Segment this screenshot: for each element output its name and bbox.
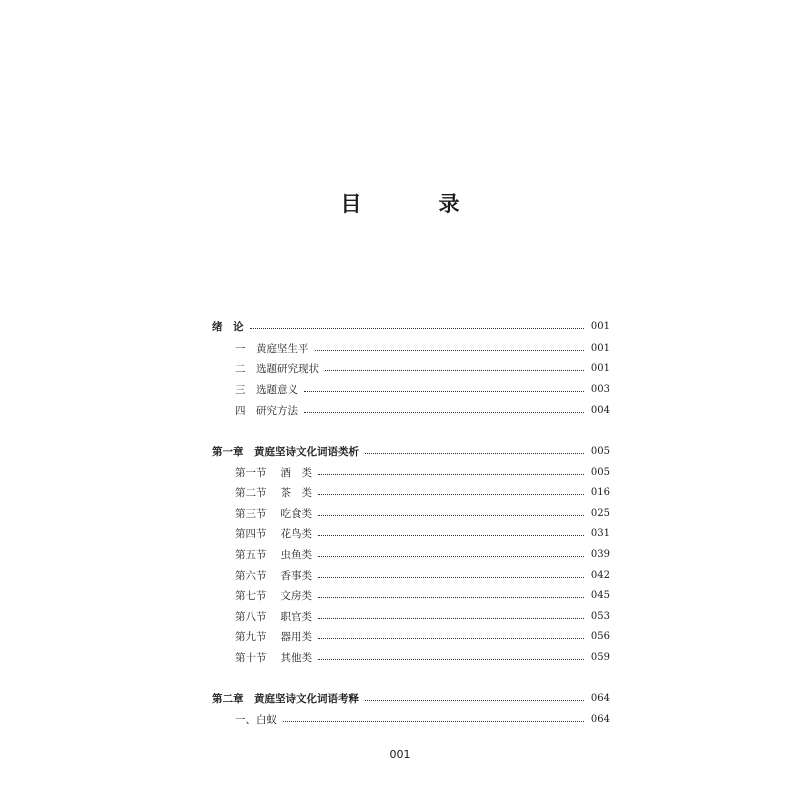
- toc-page-number: 045: [590, 589, 610, 601]
- toc-page-number: 001: [590, 320, 610, 332]
- toc-entry: [212, 565, 610, 585]
- toc-entry-label: 二 选题研究现状: [235, 362, 319, 375]
- toc-entry-label: 茶 类: [280, 486, 312, 499]
- toc-page-number: 005: [590, 466, 610, 478]
- toc-entry-label: 第一章 黄庭坚诗文化词语类析: [212, 445, 359, 458]
- toc-entry-label: 一 黄庭坚生平: [235, 342, 309, 355]
- toc-page-number: 001: [590, 362, 610, 374]
- dot-leader: [318, 555, 584, 557]
- toc-entry: [212, 462, 610, 482]
- toc-entry-label: 器用类: [280, 630, 312, 643]
- toc-entry: [212, 688, 610, 708]
- dot-leader: [315, 349, 585, 351]
- toc-section-number: 第九节: [235, 630, 267, 643]
- toc-section-number: 第六节: [235, 569, 267, 582]
- toc-entry-label: 香事类: [280, 569, 312, 582]
- toc-entry-label: 四 研究方法: [235, 404, 298, 417]
- toc-entry-label: 虫鱼类: [280, 548, 312, 561]
- dot-leader: [325, 369, 584, 371]
- toc-page-number: 004: [590, 404, 610, 416]
- toc-entry: [212, 316, 610, 336]
- toc-entry-label: 三 选题意义: [235, 383, 298, 396]
- toc-page-number: 042: [590, 569, 610, 581]
- toc-entry: [212, 400, 610, 420]
- toc-page-number: 001: [590, 342, 610, 354]
- toc-entry-label: 职官类: [280, 610, 312, 623]
- toc-entry-label: 文房类: [280, 589, 312, 602]
- toc-entry: [212, 503, 610, 523]
- toc-section-number: 第七节: [235, 589, 267, 602]
- toc-page-number: 053: [590, 610, 610, 622]
- toc-entry-label: 吃食类: [280, 507, 312, 520]
- toc-entry: [212, 544, 610, 564]
- dot-leader: [318, 617, 584, 619]
- toc-entry-label: 绪 论: [212, 320, 244, 333]
- toc-page-number: 039: [590, 548, 610, 560]
- toc-entry-label: 酒 类: [280, 466, 312, 479]
- page-title: 目 录: [340, 192, 488, 216]
- toc-page-number: 064: [590, 713, 610, 725]
- dot-leader: [365, 452, 584, 454]
- dot-leader: [304, 411, 584, 413]
- dot-leader: [318, 576, 584, 578]
- toc-entry: [212, 338, 610, 358]
- toc-section-number: 第一节: [235, 466, 267, 479]
- toc-page-number: 003: [590, 383, 610, 395]
- toc-page-number: 056: [590, 630, 610, 642]
- toc-section-number: 第四节: [235, 527, 267, 540]
- dot-leader: [318, 473, 584, 475]
- toc-section-number: 第三节: [235, 507, 267, 520]
- dot-leader: [318, 596, 584, 598]
- toc-section-number: 第五节: [235, 548, 267, 561]
- dot-leader: [365, 699, 584, 701]
- dot-leader: [318, 514, 584, 516]
- toc-entry: [212, 626, 610, 646]
- toc-page-number: 016: [590, 486, 610, 498]
- toc-entry-label: 一、白蚁: [235, 713, 277, 726]
- toc-entry: [212, 585, 610, 605]
- dot-leader: [318, 658, 584, 660]
- dot-leader: [304, 390, 584, 392]
- dot-leader: [250, 327, 585, 329]
- toc-section-number: 第十节: [235, 651, 267, 664]
- toc-entry: [212, 647, 610, 667]
- toc-entry: [212, 358, 610, 378]
- toc-entry-label: 其他类: [280, 651, 312, 664]
- toc-section-number: 第八节: [235, 610, 267, 623]
- toc-page-number: 031: [590, 527, 610, 539]
- dot-leader: [283, 720, 584, 722]
- toc-entry: [212, 441, 610, 461]
- toc-entry-label: 第二章 黄庭坚诗文化词语考释: [212, 692, 359, 705]
- toc-page-number: 059: [590, 651, 610, 663]
- toc-entry: [212, 482, 610, 502]
- toc-page-number: 064: [590, 692, 610, 704]
- dot-leader: [318, 493, 584, 495]
- toc-page-number: 025: [590, 507, 610, 519]
- toc-entry-label: 花鸟类: [280, 527, 312, 540]
- toc-page-number: 005: [590, 445, 610, 457]
- dot-leader: [318, 637, 584, 639]
- toc-entry: [212, 379, 610, 399]
- toc-entry: [212, 523, 610, 543]
- dot-leader: [318, 534, 584, 536]
- toc-section-number: 第二节: [235, 486, 267, 499]
- page-number: 001: [389, 748, 411, 761]
- toc-entry: [212, 606, 610, 626]
- toc-entry: [212, 709, 610, 729]
